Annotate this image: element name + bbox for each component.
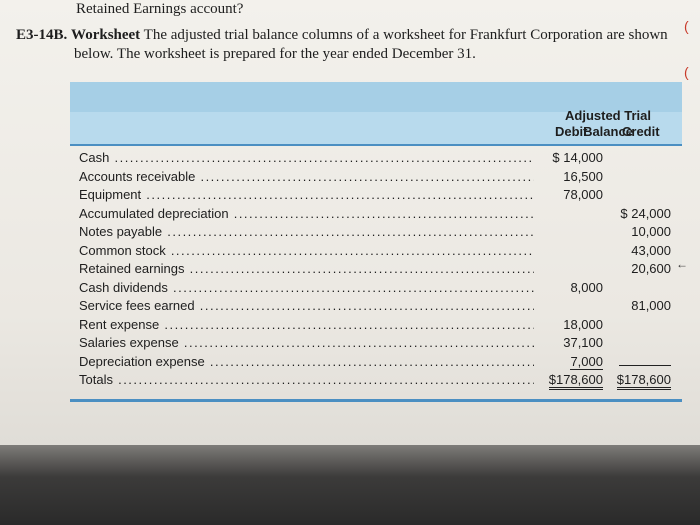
table-row	[79, 279, 679, 298]
table-row	[79, 223, 679, 242]
table-row-totals	[79, 371, 679, 390]
table-row	[79, 168, 679, 187]
account-name: Cash .....	[79, 149, 534, 168]
exercise-text-line1: The adjusted trial balance columns of a worksheet for Frankfurt Corporation are shown	[143, 27, 668, 43]
table-row	[79, 260, 679, 279]
credit-amount: 81,000	[631, 298, 671, 313]
arrow-mark-icon: ←	[676, 257, 688, 271]
credit-amount: 43,000	[631, 242, 671, 258]
table-row	[79, 149, 679, 168]
exercise-text-line2: below. The worksheet is prepared for the year ended December 31.	[74, 46, 476, 62]
debit-amount: 18,000	[563, 316, 603, 332]
credit-amount: $ 24,000	[620, 205, 671, 221]
page-edge-mark-icon: (	[684, 18, 689, 34]
debit-amount: 16,500	[563, 168, 603, 184]
table-row	[79, 205, 679, 224]
table-row	[79, 186, 679, 205]
debit-amount: 7,000	[570, 353, 603, 369]
credit-amount	[607, 353, 671, 372]
debit-total: $178,600	[541, 371, 603, 390]
account-name: Accumulated depreciation .....	[79, 205, 534, 224]
table-row	[79, 353, 679, 372]
table-row	[79, 242, 679, 261]
debit-amount: $ 14,000	[552, 150, 603, 165]
account-name: Accounts receivable .....	[79, 168, 534, 187]
book-edge-shadow	[0, 445, 700, 525]
debit-column-header: Debit	[555, 124, 588, 139]
account-name: Equipment .....	[79, 186, 534, 205]
debit-amount: 8,000	[570, 279, 603, 295]
account-name: Cash dividends .....	[79, 279, 534, 298]
exercise-number: E3-14B.	[16, 27, 68, 43]
account-name: Retained earnings .....	[79, 260, 534, 279]
table-row	[79, 316, 679, 335]
header-divider	[70, 144, 682, 146]
page-edge-mark-icon: (	[684, 64, 689, 80]
trial-balance-rows	[79, 149, 679, 390]
credit-total: $178,600	[607, 371, 671, 390]
table-row	[79, 297, 679, 316]
previous-question-text: Retained Earnings account?	[76, 1, 244, 17]
account-name: Totals .....	[79, 371, 534, 390]
account-name: Notes payable .....	[79, 223, 534, 242]
account-name: Salaries expense .....	[79, 334, 534, 353]
account-name: Depreciation expense .....	[79, 353, 534, 372]
table-row	[79, 334, 679, 353]
debit-amount: 78,000	[563, 187, 603, 202]
table-bottom-rule	[70, 399, 682, 402]
credit-amount: 20,600	[631, 261, 671, 276]
credit-column-header: Credit	[622, 124, 660, 139]
credit-amount: 10,000	[631, 224, 671, 239]
account-name: Service fees earned .....	[79, 297, 534, 316]
debit-amount: 37,100	[563, 335, 603, 350]
account-name: Common stock .....	[79, 242, 534, 261]
exercise-title: Worksheet	[71, 27, 141, 43]
adjusted-trial-balance-header: Adjusted Trial Balance	[565, 108, 651, 139]
exercise-statement	[16, 26, 676, 64]
account-name: Rent expense .....	[79, 316, 534, 335]
